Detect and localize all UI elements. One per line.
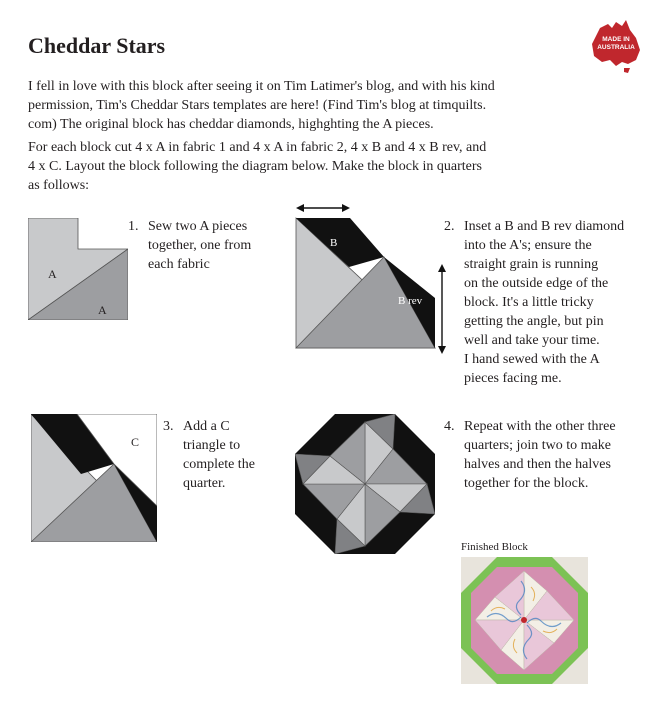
- fig2-label-b: B: [330, 237, 338, 249]
- figure-step-4: [295, 414, 435, 554]
- step-line: block. It's a little tricky: [464, 295, 594, 310]
- page-title: Cheddar Stars: [28, 33, 166, 58]
- figure-step-1: [28, 218, 128, 320]
- step-line: Repeat with the other three: [464, 419, 616, 434]
- intro-line: com) The original block has cheddar diamonds, highghting the A pieces.: [28, 117, 434, 132]
- step-line: well and take your time.: [464, 333, 600, 348]
- figure-step-2: [290, 198, 460, 388]
- figure-step-3: [31, 414, 157, 542]
- intro-line: as follows:: [28, 178, 90, 193]
- step-number: 2.: [444, 219, 455, 234]
- intro-para-1: [28, 77, 618, 134]
- intro-text: [28, 77, 618, 199]
- step-line: pieces facing me.: [464, 371, 562, 386]
- step-line: complete the: [183, 457, 255, 472]
- fig3-label-c: C: [131, 435, 140, 449]
- step-number: 4.: [444, 419, 455, 434]
- finished-block-caption: Finished Block: [461, 541, 528, 553]
- step-line: quarters; join two to make: [464, 438, 611, 453]
- intro-para-2: [28, 138, 618, 195]
- intro-line: For each block cut 4 x A in fabric 1 and 4 x A in fabric 2, 4 x B and 4 x B rev, and: [28, 140, 487, 155]
- intro-line: I fell in love with this block after seeing it on Tim Latimer's blog, and with his kind: [28, 79, 495, 94]
- fig2-label-brev: B rev: [398, 295, 423, 307]
- step-line: together, one from: [148, 238, 252, 253]
- step-line: on the outside edge of the: [464, 276, 609, 291]
- step-number: 3.: [163, 419, 174, 434]
- badge-line2: AUSTRALIA: [597, 44, 635, 51]
- step-line: getting the angle, but pin: [464, 314, 604, 329]
- intro-line: permission, Tim's Cheddar Stars templates are here! (Find Tim's blog at timquilts.: [28, 98, 487, 113]
- fig1-label-a-bottom: A: [98, 303, 107, 317]
- step-line: each fabric: [148, 257, 210, 272]
- step-line: Inset a B and B rev diamond: [464, 219, 625, 234]
- step-line: halves and then the halves: [464, 457, 611, 472]
- step-line: Sew two A pieces: [148, 219, 248, 234]
- finished-block-photo: [461, 557, 588, 684]
- step-line: together for the block.: [464, 476, 589, 491]
- step-line: Add a C: [183, 419, 230, 434]
- step-line: into the A's; ensure the: [464, 238, 592, 253]
- badge-line1: MADE IN: [602, 36, 630, 43]
- step-line: triangle to: [183, 438, 241, 453]
- step-number: 1.: [128, 219, 139, 234]
- step-line: straight grain is running: [464, 257, 599, 272]
- made-in-australia-badge: [586, 16, 646, 76]
- fig1-label-a-top: A: [48, 267, 57, 281]
- intro-line: 4 x C. Layout the block following the diagram below. Make the block in quarters: [28, 159, 482, 174]
- step-line: quarter.: [183, 476, 226, 491]
- step-line: I hand sewed with the A: [464, 352, 600, 367]
